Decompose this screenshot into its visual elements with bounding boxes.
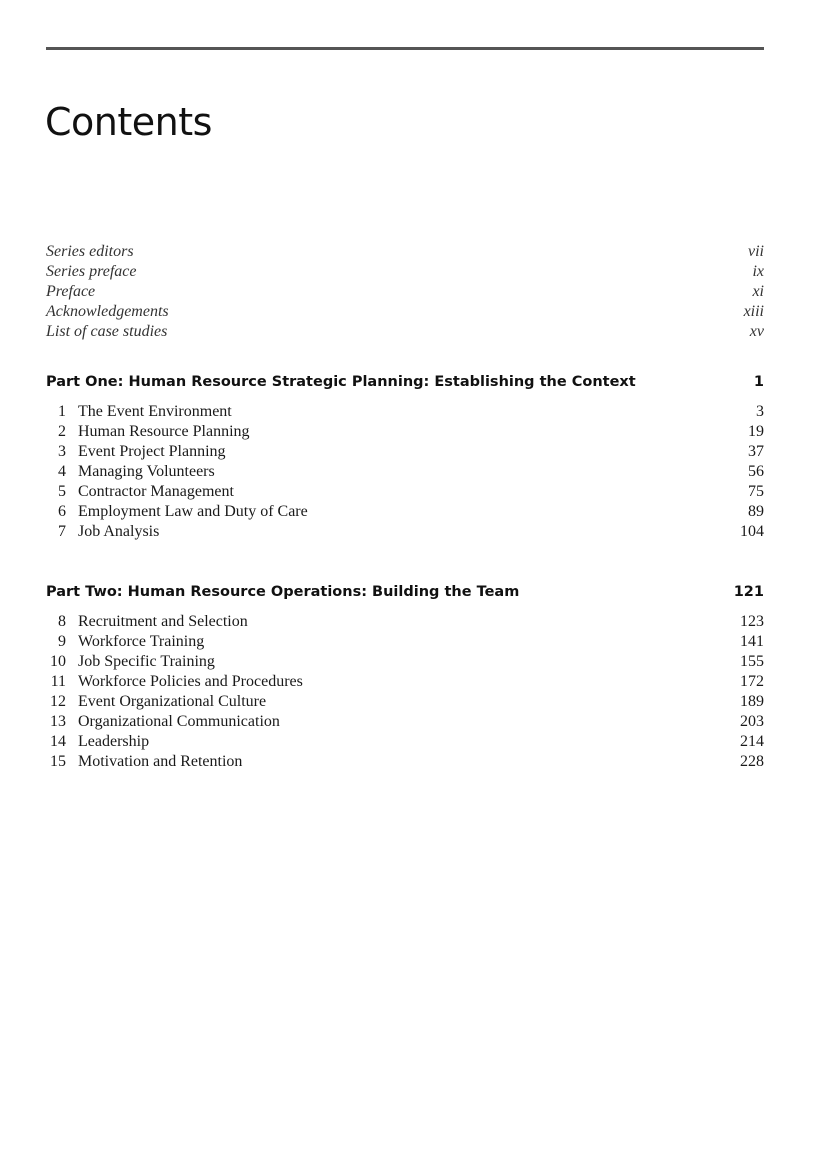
chapter-number: 2: [58, 423, 66, 440]
chapter-number: 3: [58, 443, 66, 460]
toc-entry-chapter[interactable]: [46, 712, 764, 732]
chapter-title: Job Analysis: [78, 523, 160, 540]
chapter-number: 4: [58, 463, 66, 480]
chapter-number: 9: [58, 633, 66, 650]
toc-entry-front-matter[interactable]: [46, 322, 764, 342]
chapter-title: Contractor Management: [78, 483, 234, 500]
toc-entry-chapter[interactable]: [46, 502, 764, 522]
header-rule: [46, 47, 764, 50]
chapter-title: Managing Volunteers: [78, 463, 215, 480]
chapter-number: 1: [58, 403, 66, 420]
entry-page: xiii: [743, 303, 764, 320]
chapter-page: 214: [740, 733, 764, 750]
toc-entry-chapter[interactable]: [46, 422, 764, 442]
chapter-page: 89: [748, 503, 764, 520]
toc-entry-chapter[interactable]: [46, 732, 764, 752]
chapter-number: 15: [50, 753, 66, 770]
chapter-title: Motivation and Retention: [78, 753, 243, 770]
chapter-title: Leadership: [78, 733, 150, 750]
toc-entry-chapter[interactable]: [46, 522, 764, 542]
chapter-title: Workforce Training: [78, 633, 205, 650]
chapter-page: 56: [748, 463, 764, 480]
chapter-number: 5: [58, 483, 66, 500]
chapter-number: 6: [58, 503, 66, 520]
toc-entry-chapter[interactable]: [46, 402, 764, 422]
chapter-number: 13: [50, 713, 66, 730]
chapter-page: 37: [748, 443, 764, 460]
chapter-number: 10: [50, 653, 66, 670]
chapter-page: 19: [748, 423, 764, 440]
chapter-number: 12: [50, 693, 66, 710]
part-title: Part Two: Human Resource Operations: Building the Team: [46, 584, 520, 600]
part-page: 121: [733, 584, 764, 600]
part-title: Part One: Human Resource Strategic Planning: Establishing the Context: [46, 374, 636, 390]
toc-entry-chapter[interactable]: [46, 482, 764, 502]
chapter-page: 228: [740, 753, 764, 770]
entry-page: xi: [752, 283, 764, 300]
toc-entry-part[interactable]: [46, 372, 764, 392]
chapter-page: 75: [748, 483, 764, 500]
chapter-number: 7: [58, 523, 66, 540]
chapter-page: 104: [740, 523, 764, 540]
chapter-title: Organizational Communication: [78, 713, 280, 730]
page-title: Contents: [45, 100, 212, 144]
chapter-page: 141: [740, 633, 764, 650]
entry-page: ix: [752, 263, 764, 280]
chapter-page: 3: [756, 403, 764, 420]
chapter-title: Event Project Planning: [78, 443, 226, 460]
toc-entry-chapter[interactable]: [46, 752, 764, 772]
toc-entry-part[interactable]: [46, 582, 764, 602]
toc-entry-chapter[interactable]: [46, 462, 764, 482]
toc-entry-chapter[interactable]: [46, 672, 764, 692]
chapter-page: 172: [740, 673, 764, 690]
toc-entry-front-matter[interactable]: [46, 282, 764, 302]
toc-entry-chapter[interactable]: [46, 692, 764, 712]
toc-entry-front-matter[interactable]: [46, 262, 764, 282]
chapter-page: 203: [740, 713, 764, 730]
chapter-number: 8: [58, 613, 66, 630]
entry-title: List of case studies: [46, 323, 168, 340]
chapter-number: 11: [50, 673, 66, 690]
chapter-page: 189: [740, 693, 764, 710]
toc-entry-chapter[interactable]: [46, 632, 764, 652]
chapter-title: Job Specific Training: [78, 653, 215, 670]
part-page: 1: [753, 374, 764, 390]
entry-title: Series preface: [46, 263, 137, 280]
toc-entry-chapter[interactable]: [46, 652, 764, 672]
chapter-title: The Event Environment: [78, 403, 232, 420]
entry-page: vii: [748, 243, 764, 260]
entry-title: Series editors: [46, 243, 134, 260]
entry-page: xv: [749, 323, 764, 340]
toc-entry-chapter[interactable]: [46, 612, 764, 632]
toc-entry-front-matter[interactable]: [46, 302, 764, 322]
entry-title: Preface: [46, 283, 96, 300]
chapter-title: Employment Law and Duty of Care: [78, 503, 308, 520]
toc-entry-chapter[interactable]: [46, 442, 764, 462]
chapter-page: 123: [740, 613, 764, 630]
toc-entry-front-matter[interactable]: [46, 242, 764, 262]
chapter-title: Human Resource Planning: [78, 423, 250, 440]
chapter-number: 14: [50, 733, 66, 750]
entry-title: Acknowledgements: [46, 303, 169, 320]
chapter-title: Workforce Policies and Procedures: [78, 673, 303, 690]
chapter-title: Event Organizational Culture: [78, 693, 267, 710]
chapter-title: Recruitment and Selection: [78, 613, 248, 630]
chapter-page: 155: [740, 653, 764, 670]
